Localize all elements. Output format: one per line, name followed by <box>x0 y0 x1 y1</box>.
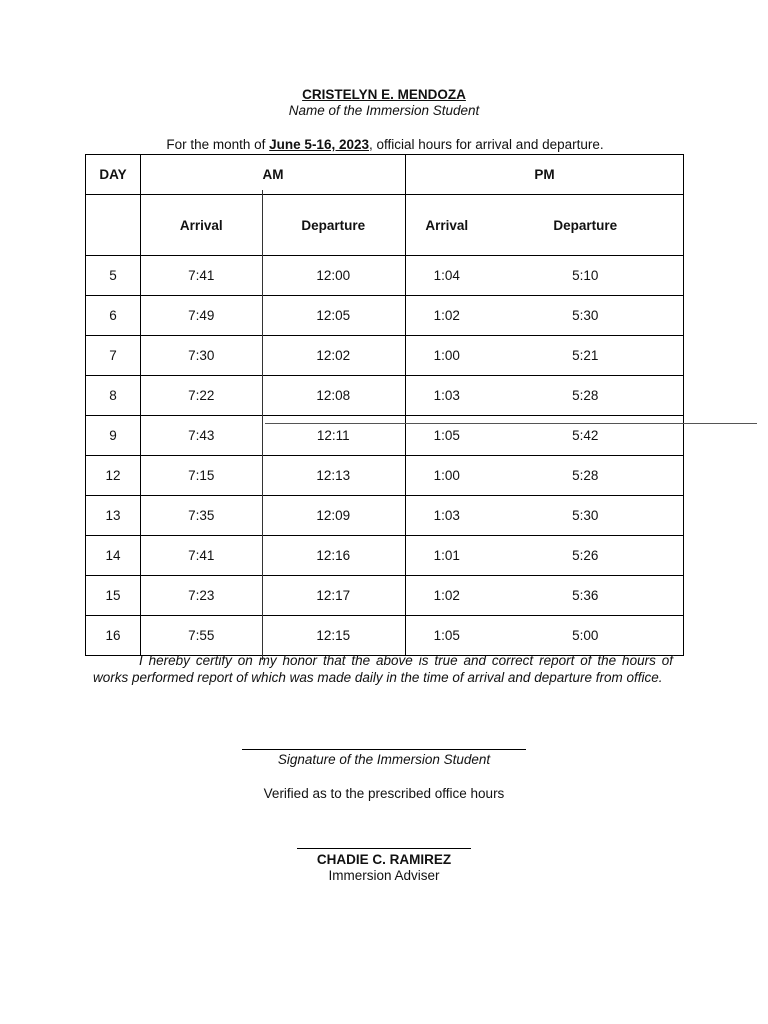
cell-pm-arrival: 1:05 <box>406 416 488 456</box>
header-pm-departure: Departure <box>488 195 684 256</box>
table-row <box>86 336 684 376</box>
month-line-suffix: , official hours for arrival and departure. <box>369 137 604 152</box>
cell-am-arrival: 7:55 <box>141 616 262 656</box>
adviser-name: CHADIE C. RAMIREZ <box>316 852 452 867</box>
cell-pm-arrival: 1:02 <box>406 296 488 336</box>
cell-pm-departure: 5:28 <box>488 376 684 416</box>
month-line-prefix: For the month of <box>166 137 270 152</box>
cell-day: 13 <box>86 496 141 536</box>
cell-day: 7 <box>86 336 141 376</box>
cell-am-arrival: 7:49 <box>141 296 262 336</box>
table-row <box>86 296 684 336</box>
cell-am-departure: 12:05 <box>262 296 406 336</box>
signature-caption: Signature of the Immersion Student <box>277 752 491 767</box>
cell-am-departure: 12:11 <box>262 416 406 456</box>
student-name: CRISTELYN E. MENDOZA <box>302 87 466 102</box>
cell-pm-departure: 5:42 <box>488 416 684 456</box>
cell-pm-departure: 5:26 <box>488 536 684 576</box>
student-signature-line <box>242 749 526 750</box>
table-row <box>86 536 684 576</box>
scan-line-horizontal <box>265 423 757 424</box>
cell-am-departure: 12:08 <box>262 376 406 416</box>
adviser-signature-line <box>297 848 471 849</box>
cell-am-departure: 12:09 <box>262 496 406 536</box>
cell-am-departure: 12:17 <box>262 576 406 616</box>
cell-day: 16 <box>86 616 141 656</box>
cell-pm-arrival: 1:04 <box>406 256 488 296</box>
cell-pm-departure: 5:10 <box>488 256 684 296</box>
cell-am-arrival: 7:41 <box>141 536 262 576</box>
cell-pm-arrival: 1:05 <box>406 616 488 656</box>
month-line <box>40 137 730 152</box>
adviser-role: Immersion Adviser <box>328 868 440 883</box>
cell-pm-departure: 5:30 <box>488 296 684 336</box>
cell-am-departure: 12:16 <box>262 536 406 576</box>
table-row <box>86 456 684 496</box>
header-day: DAY <box>86 155 141 195</box>
cell-am-arrival: 7:35 <box>141 496 262 536</box>
header-day-blank <box>86 195 141 256</box>
cell-day: 12 <box>86 456 141 496</box>
cell-am-arrival: 7:43 <box>141 416 262 456</box>
cell-day: 9 <box>86 416 141 456</box>
table-row <box>86 256 684 296</box>
cell-am-arrival: 7:15 <box>141 456 262 496</box>
cell-day: 6 <box>86 296 141 336</box>
verified-text: Verified as to the prescribed office hours <box>263 786 505 801</box>
header-row-1 <box>86 155 684 195</box>
month-period: June 5-16, 2023 <box>269 137 369 152</box>
header-am: AM <box>141 155 406 195</box>
cell-am-departure: 12:02 <box>262 336 406 376</box>
cell-pm-departure: 5:36 <box>488 576 684 616</box>
cell-pm-arrival: 1:03 <box>406 496 488 536</box>
cell-pm-arrival: 1:00 <box>406 456 488 496</box>
header-am-arrival: Arrival <box>141 195 262 256</box>
table-row <box>86 416 684 456</box>
cell-pm-departure: 5:28 <box>488 456 684 496</box>
cell-pm-departure: 5:21 <box>488 336 684 376</box>
cell-day: 15 <box>86 576 141 616</box>
cell-am-departure: 12:00 <box>262 256 406 296</box>
cell-pm-arrival: 1:00 <box>406 336 488 376</box>
cell-day: 14 <box>86 536 141 576</box>
attendance-table <box>85 154 684 656</box>
cell-day: 5 <box>86 256 141 296</box>
cell-pm-departure: 5:00 <box>488 616 684 656</box>
table-row <box>86 376 684 416</box>
cell-day: 8 <box>86 376 141 416</box>
table-row <box>86 496 684 536</box>
cell-am-departure: 12:13 <box>262 456 406 496</box>
certification-text: I hereby certify on my honor that the above is true and correct report of the hours of works performed report of which was made daily in the time of arrival and departure from office. <box>93 653 673 685</box>
table-row <box>86 616 684 656</box>
header-row-2 <box>86 195 684 256</box>
student-name-caption: Name of the Immersion Student <box>288 103 480 118</box>
cell-pm-arrival: 1:01 <box>406 536 488 576</box>
cell-am-arrival: 7:22 <box>141 376 262 416</box>
cell-am-arrival: 7:30 <box>141 336 262 376</box>
header-pm: PM <box>406 155 684 195</box>
header-pm-arrival: Arrival <box>406 195 488 256</box>
cell-pm-departure: 5:30 <box>488 496 684 536</box>
cell-pm-arrival: 1:03 <box>406 376 488 416</box>
header-am-departure: Departure <box>262 195 406 256</box>
cell-am-arrival: 7:41 <box>141 256 262 296</box>
cell-am-arrival: 7:23 <box>141 576 262 616</box>
cell-pm-arrival: 1:02 <box>406 576 488 616</box>
scan-line-vertical <box>262 190 263 660</box>
cell-am-departure: 12:15 <box>262 616 406 656</box>
table-row <box>86 576 684 616</box>
